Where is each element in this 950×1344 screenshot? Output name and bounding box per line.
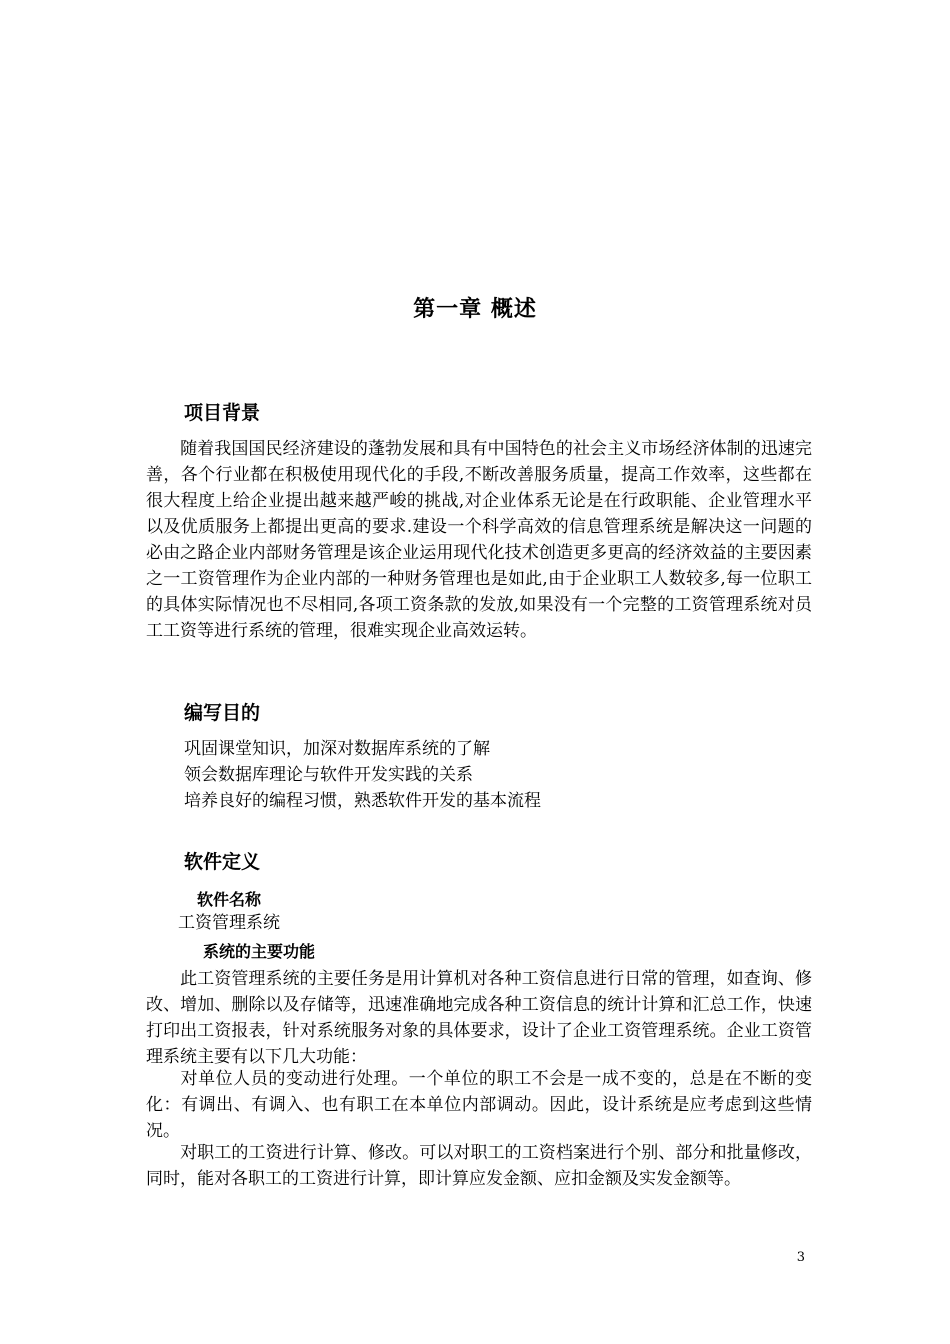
purpose-item: 领会数据库理论与软件开发实践的关系	[184, 765, 473, 785]
functions-paragraph-text: 此工资管理系统的主要任务是用计算机对各种工资信息进行日常的管理，如查询、修改、增加、删除以及存储等，迅速准确地完成各种工资信息的统计计算和汇总工作，快速打印出工资报表，针对系统服务对象的具体要求，设计了企业工资管理系统。企业工资管理系统主要有以下几大功能：	[146, 969, 812, 1067]
page-number: 3	[796, 1250, 805, 1265]
functions-heading: 系统的主要功能	[203, 942, 316, 961]
software-name-heading: 软件名称	[197, 890, 262, 909]
functions-paragraph-text: 对单位人员的变动进行处理。一个单位的职工不会是一成不变的，总是在不断的变化：有调出、有调入、也有职工在本单位内部调动。因此，设计系统是应考虑到这些情况。	[146, 1069, 812, 1141]
functions-paragraph-text: 对职工的工资进行计算、修改。可以对职工的工资档案进行个别、部分和批量修改，同时，能对各职工的工资进行计算，即计算应发金额、应扣金额及实发金额等。	[146, 1143, 812, 1189]
functions-paragraph	[146, 1066, 812, 1144]
functions-paragraph	[146, 966, 812, 1070]
software-name-value: 工资管理系统	[178, 913, 280, 933]
background-paragraph-text: 随着我国国民经济建设的蓬勃发展和具有中国特色的社会主义市场经济体制的迅速完善，各个行业都在积极使用现代化的手段,不断改善服务质量，提高工作效率，这些都在很大程度上给企业提出越来越严峻的挑战,对企业体系无论是在行政职能、企业管理水平以及优质服务上都提出更高的要求.建设一个科学高效的信息管理系统是解决这一问题的必由之路企业内部财务管理是该企业运用现代化技术创造更多更高的经济效益的主要因素之一工资管理作为企业内部的一种财务管理也是如此,由于企业职工人数较多,每一位职工的具体实际情况也不尽相同,各项工资条款的发放,如果没有一个完整的工资管理系统对员工工资等进行系统的管理，很难实现企业高效运转。	[146, 439, 812, 641]
purpose-item: 培养良好的编程习惯，熟悉软件开发的基本流程	[184, 791, 541, 811]
section-heading-background: 项目背景	[184, 402, 261, 424]
background-paragraph	[146, 436, 812, 644]
purpose-item: 巩固课堂知识，加深对数据库系统的了解	[184, 739, 490, 759]
functions-paragraph	[146, 1140, 812, 1192]
chapter-title: 第一章 概述	[413, 297, 537, 322]
section-heading-purpose: 编写目的	[184, 702, 261, 724]
section-heading-definition: 软件定义	[184, 851, 261, 873]
